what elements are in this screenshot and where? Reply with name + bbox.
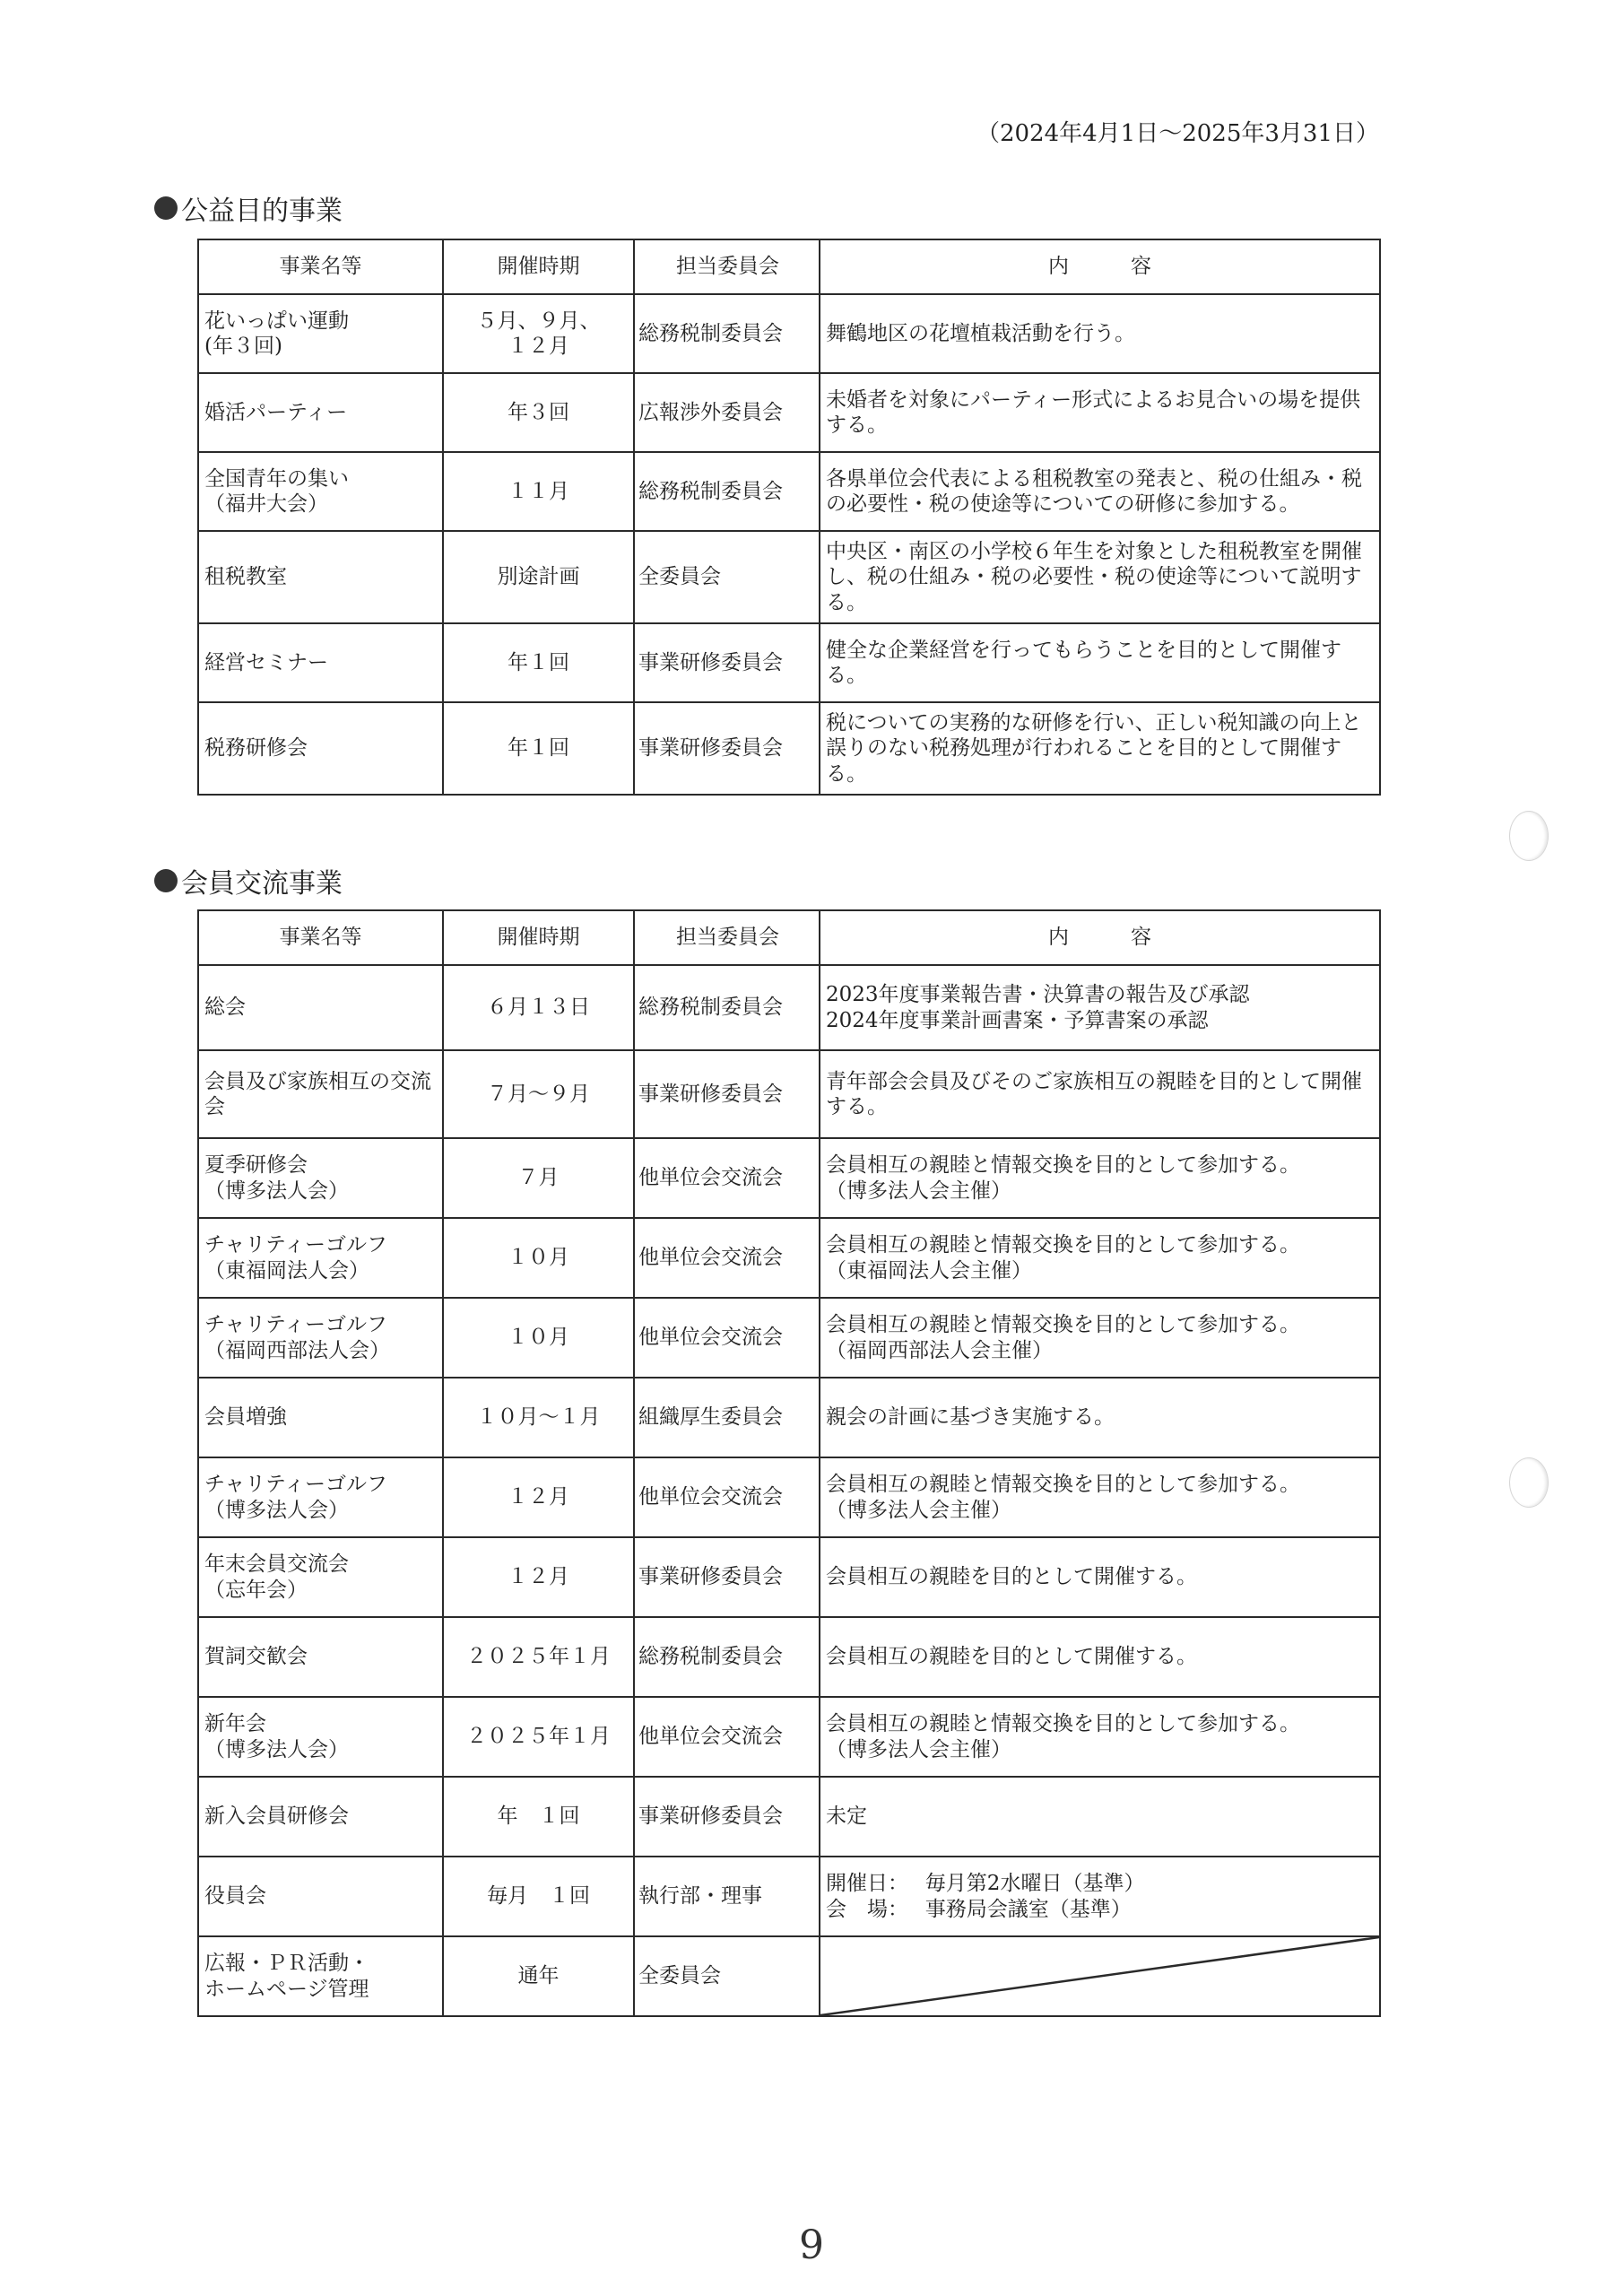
cell-name: 役員会 (198, 1857, 443, 1936)
public-table (197, 239, 1381, 796)
cell-timing: １０月～１月 (443, 1378, 634, 1457)
section-title-public (154, 188, 343, 228)
header-committee: 担当委員会 (634, 239, 820, 294)
header-name: 事業名等 (198, 239, 443, 294)
table-header-row (198, 239, 1380, 294)
member-table (197, 909, 1381, 2017)
cell-name: 新入会員研修会 (198, 1777, 443, 1857)
cell-name: 婚活パーティー (198, 373, 443, 452)
cell-name: チャリティーゴルフ （博多法人会） (198, 1457, 443, 1537)
cell-timing: １２月 (443, 1537, 634, 1617)
table-row (198, 1050, 1380, 1138)
cell-content: 中央区・南区の小学校６年生を対象とした租税教室を開催し、税の仕組み・税の必要性・税の使途等について説明する。 (820, 531, 1380, 623)
cell-committee: 他単位会交流会 (634, 1218, 820, 1298)
cell-committee: 事業研修委員会 (634, 1537, 820, 1617)
cell-committee: 他単位会交流会 (634, 1457, 820, 1537)
fiscal-period: （2024年4月1日～2025年3月31日） (976, 120, 1379, 147)
cell-content: 会員相互の親睦と情報交換を目的として参加する。 （東福岡法人会主催） (820, 1218, 1380, 1298)
cell-committee: 他単位会交流会 (634, 1298, 820, 1378)
cell-timing: 毎月 １回 (443, 1857, 634, 1936)
table-row (198, 1697, 1380, 1777)
header-name: 事業名等 (198, 910, 443, 965)
cell-timing: ６月１３日 (443, 965, 634, 1050)
cell-content: 税についての実務的な研修を行い、正しい税知識の向上と誤りのない税務処理が行われることを目的として開催する。 (820, 702, 1380, 795)
cell-content: 舞鶴地区の花壇植栽活動を行う。 (820, 294, 1380, 373)
cell-name: 賀詞交歓会 (198, 1617, 443, 1697)
header-timing: 開催時期 (443, 239, 634, 294)
header-content: 内 容 (820, 239, 1380, 294)
cell-content: 青年部会会員及びそのご家族相互の親睦を目的として開催する。 (820, 1050, 1380, 1138)
cell-committee: 総務税制委員会 (634, 294, 820, 373)
cell-content: 2023年度事業報告書・決算書の報告及び承認 2024年度事業計画書案・予算書案の承認 (820, 965, 1380, 1050)
page-number: 9 (799, 2222, 824, 2268)
cell-name: 全国青年の集い （福井大会） (198, 452, 443, 531)
table-row (198, 1138, 1380, 1218)
table-row (198, 1777, 1380, 1857)
cell-content-empty (820, 1936, 1380, 2016)
cell-timing: 通年 (443, 1936, 634, 2016)
cell-content: 開催日： 毎月第2水曜日（基準） 会 場： 事務局会議室（基準） (820, 1857, 1380, 1936)
cell-content: 会員相互の親睦を目的として開催する。 (820, 1537, 1380, 1617)
cell-timing: 年１回 (443, 623, 634, 702)
cell-committee: 組織厚生委員会 (634, 1378, 820, 1457)
cell-name: 夏季研修会 （博多法人会） (198, 1138, 443, 1218)
table-row (198, 1537, 1380, 1617)
table-row (198, 1936, 1380, 2016)
cell-committee: 事業研修委員会 (634, 702, 820, 795)
cell-committee: 全委員会 (634, 531, 820, 623)
cell-name: チャリティーゴルフ （東福岡法人会） (198, 1218, 443, 1298)
cell-name: 花いっぱい運動 (年３回) (198, 294, 443, 373)
cell-timing: １２月 (443, 1457, 634, 1537)
bullet-icon (154, 196, 178, 220)
cell-committee: 総務税制委員会 (634, 1617, 820, 1697)
cell-timing: 年 １回 (443, 1777, 634, 1857)
cell-committee: 事業研修委員会 (634, 1050, 820, 1138)
cell-committee: 総務税制委員会 (634, 965, 820, 1050)
table-row (198, 1857, 1380, 1936)
punch-hole (1509, 1457, 1549, 1508)
section-title-text: 公益目的事業 (181, 196, 343, 227)
section-title-member (154, 861, 343, 900)
cell-name: 年末会員交流会 （忘年会） (198, 1537, 443, 1617)
table-row (198, 1298, 1380, 1378)
cell-content: 会員相互の親睦と情報交換を目的として参加する。 （福岡西部法人会主催） (820, 1298, 1380, 1378)
cell-committee: 執行部・理事 (634, 1857, 820, 1936)
table-row (198, 1378, 1380, 1457)
table-row (198, 452, 1380, 531)
cell-committee: 事業研修委員会 (634, 1777, 820, 1857)
punch-hole (1509, 811, 1549, 861)
cell-content: 未婚者を対象にパーティー形式によるお見合いの場を提供する。 (820, 373, 1380, 452)
bullet-icon (154, 869, 178, 892)
cell-timing: 年１回 (443, 702, 634, 795)
header-content: 内 容 (820, 910, 1380, 965)
cell-content: 健全な企業経営を行ってもらうことを目的として開催する。 (820, 623, 1380, 702)
cell-timing: ５月、９月、 １２月 (443, 294, 634, 373)
cell-name: 租税教室 (198, 531, 443, 623)
cell-timing: ２０２５年１月 (443, 1697, 634, 1777)
diagonal-strike-line (820, 1937, 1379, 2015)
table-row (198, 373, 1380, 452)
cell-timing: ７月～９月 (443, 1050, 634, 1138)
cell-timing: 年３回 (443, 373, 634, 452)
cell-name: 新年会 （博多法人会） (198, 1697, 443, 1777)
cell-committee: 他単位会交流会 (634, 1138, 820, 1218)
cell-timing: ２０２５年１月 (443, 1617, 634, 1697)
cell-name: 広報・ＰＲ活動・ ホームページ管理 (198, 1936, 443, 2016)
cell-name: 税務研修会 (198, 702, 443, 795)
cell-name: チャリティーゴルフ （福岡西部法人会） (198, 1298, 443, 1378)
cell-content: 親会の計画に基づき実施する。 (820, 1378, 1380, 1457)
cell-name: 経営セミナー (198, 623, 443, 702)
table-row (198, 531, 1380, 623)
cell-committee: 他単位会交流会 (634, 1697, 820, 1777)
cell-content: 未定 (820, 1777, 1380, 1857)
cell-name: 会員増強 (198, 1378, 443, 1457)
cell-committee: 広報渉外委員会 (634, 373, 820, 452)
cell-timing: 別途計画 (443, 531, 634, 623)
section-title-text: 会員交流事業 (181, 868, 343, 900)
cell-content: 会員相互の親睦と情報交換を目的として参加する。 （博多法人会主催） (820, 1697, 1380, 1777)
cell-committee: 総務税制委員会 (634, 452, 820, 531)
cell-content: 会員相互の親睦と情報交換を目的として参加する。 （博多法人会主催） (820, 1138, 1380, 1218)
table-header-row (198, 910, 1380, 965)
table-row (198, 623, 1380, 702)
cell-timing: １１月 (443, 452, 634, 531)
cell-committee: 全委員会 (634, 1936, 820, 2016)
cell-timing: ７月 (443, 1138, 634, 1218)
table-row (198, 965, 1380, 1050)
table-row (198, 294, 1380, 373)
cell-content: 会員相互の親睦と情報交換を目的として参加する。 （博多法人会主催） (820, 1457, 1380, 1537)
cell-name: 会員及び家族相互の交流会 (198, 1050, 443, 1138)
table-row (198, 1617, 1380, 1697)
cell-content: 各県単位会代表による租税教室の発表と、税の仕組み・税の必要性・税の使途等についての研修に参加する。 (820, 452, 1380, 531)
cell-timing: １０月 (443, 1298, 634, 1378)
table-row (198, 1218, 1380, 1298)
cell-timing: １０月 (443, 1218, 634, 1298)
cell-name: 総会 (198, 965, 443, 1050)
table-row (198, 1457, 1380, 1537)
header-committee: 担当委員会 (634, 910, 820, 965)
cell-content: 会員相互の親睦を目的として開催する。 (820, 1617, 1380, 1697)
cell-committee: 事業研修委員会 (634, 623, 820, 702)
header-timing: 開催時期 (443, 910, 634, 965)
table-row (198, 702, 1380, 795)
